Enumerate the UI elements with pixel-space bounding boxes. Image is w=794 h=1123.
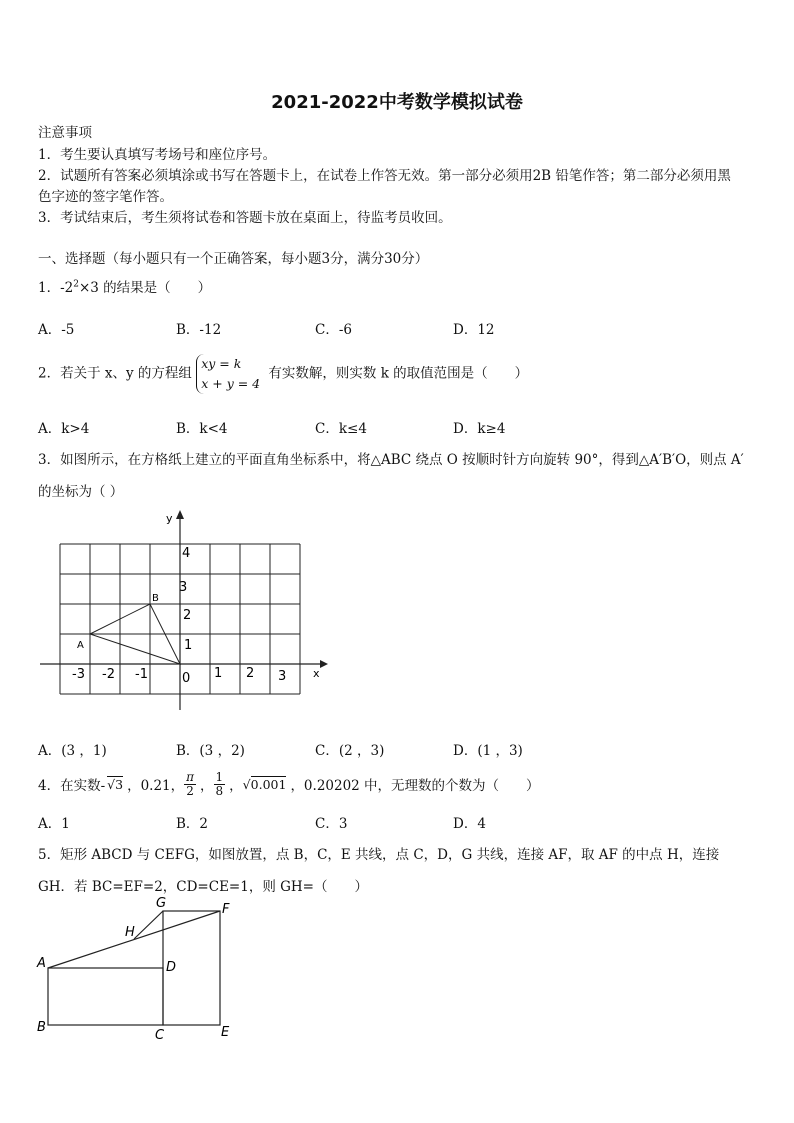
q1-option-a[interactable]: A．-5 [38, 322, 75, 338]
label-e: E [221, 1025, 230, 1040]
label-f: F [222, 902, 230, 917]
equation-system: xy = k x + y = 4 [196, 354, 264, 394]
rectangle-figure [33, 893, 248, 1048]
x-axis-arrow [320, 660, 328, 668]
label-d: D [166, 960, 177, 975]
section-heading: 一、选择题（每小题只有一个正确答案，每小题3分，满分30分） [38, 251, 429, 267]
q3-option-b[interactable]: B．(3 ，2) [176, 743, 245, 759]
notice-item: 2．试题所有答案必须填涂或书写在答题卡上，在试卷上作答无效。第一部分必须用2B 铅笔作答；第二部分必须用黑 [38, 168, 731, 184]
q2-option-c[interactable]: C．k≤4 [315, 421, 367, 437]
rectangle-abcd [48, 968, 163, 1025]
label-g: G [156, 896, 167, 911]
question-5: 5．矩形 ABCD 与 CEFG，如图放置，点 B，C，E 共线，点 C，D，G 共线，连接 AF，取 AF 的中点 H，连接 [38, 847, 720, 863]
x-tick: 1 [214, 666, 223, 681]
x-tick: -3 [72, 667, 85, 682]
question-3: 3．如图所示，在方格纸上建立的平面直角坐标系中，将△ABC 绕点 O 按顺时针方向旋转 90°，得到△A′B′O，则点 A′ [38, 452, 744, 468]
fraction-pi-over-2: $\frac{\pi}{2}$ [186, 769, 195, 798]
x-tick: 3 [278, 669, 287, 684]
q4-option-b[interactable]: B．2 [176, 816, 209, 832]
q1-option-b[interactable]: B．-12 [176, 322, 222, 338]
label-h: H [125, 925, 135, 940]
question-5-cont: GH．若 BC=EF=2，CD=CE=1，则 GH=（ ） [38, 879, 368, 895]
question-1: 1．$-2^2\times 3$ 的结果是（ ） [38, 279, 212, 296]
question-3-cont: 的坐标为（ ） [38, 484, 124, 500]
y-tick: 3 [179, 580, 188, 595]
q4-option-c[interactable]: C．3 [315, 816, 348, 832]
q1-option-c[interactable]: C．-6 [315, 322, 352, 338]
y-tick: 4 [182, 546, 191, 561]
q2-option-b[interactable]: B．k<4 [176, 421, 228, 437]
notice-item: 3．考试结束后，考生须将试卷和答题卡放在桌面上，待监考员收回。 [38, 210, 452, 226]
page-title: 2021-2022中考数学模拟试卷 [271, 92, 523, 113]
notice-item: 1．考生要认真填写考场号和座位序号。 [38, 147, 277, 163]
question-4: 4．在实数- √3 ，0.21， $\frac{\pi}{2}$ ， $\frac{1}{8}$ ， √0.001 ，0.20202 中，无理数的个数为（ ） [38, 769, 540, 798]
q2-option-a[interactable]: A．k>4 [38, 421, 90, 437]
label-b: B [37, 1020, 46, 1035]
point-b-label: B [152, 593, 159, 604]
q1-option-d[interactable]: D．12 [453, 322, 495, 338]
x-tick: -1 [135, 667, 148, 682]
x-tick: 0 [182, 671, 191, 686]
label-c: C [155, 1028, 165, 1043]
q4-option-a[interactable]: A．1 [38, 816, 70, 832]
x-tick: 2 [246, 666, 255, 681]
sqrt-expression: √0.001 [242, 776, 287, 792]
question-2: 2．若关于 x、y 的方程组 xy = k x + y = 4 有实数解，则实数 k 的取值范围是（ ） [38, 354, 528, 394]
point-a-label: A [77, 640, 84, 651]
q2-option-d[interactable]: D．k≥4 [453, 421, 506, 437]
coordinate-grid-figure [40, 505, 340, 715]
y-axis-arrow [176, 510, 184, 519]
y-tick: 2 [183, 608, 192, 623]
y-axis-label: y [166, 512, 173, 525]
y-tick: 1 [184, 638, 193, 653]
x-axis-label: x [313, 667, 320, 680]
q3-option-a[interactable]: A．(3 ，1) [38, 743, 107, 759]
fraction-1-over-8: $\frac{1}{8}$ [215, 769, 224, 798]
q3-option-c[interactable]: C．(2 ，3) [315, 743, 385, 759]
q4-option-d[interactable]: D．4 [453, 816, 486, 832]
sqrt-expression: √3 [107, 777, 124, 792]
q3-option-d[interactable]: D．(1 ，3) [453, 743, 523, 759]
notice-heading: 注意事项 [38, 125, 92, 141]
notice-item: 色字迹的签字笔作答。 [38, 189, 173, 205]
x-tick: -2 [102, 667, 115, 682]
label-a: A [37, 956, 46, 971]
